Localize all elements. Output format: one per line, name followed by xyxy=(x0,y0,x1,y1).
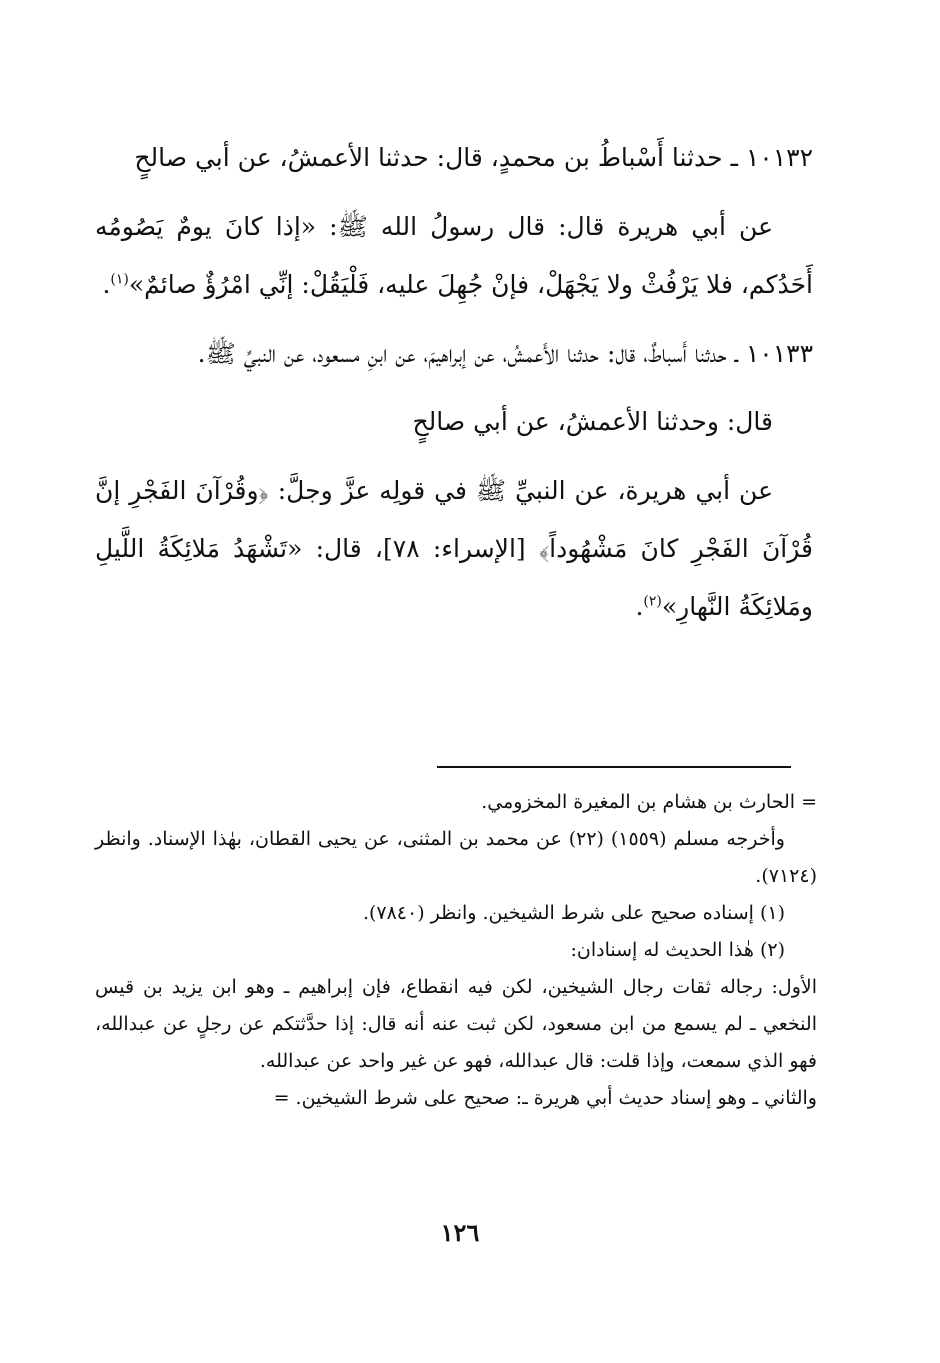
footnote-ref-1: (١) xyxy=(110,271,129,288)
footnote-2: (٢) هٰذا الحديث له إسنادان: xyxy=(570,939,785,961)
footnote-takhrij: وأخرجه مسلم (١٥٥٩) (٢٢) عن محمد بن المثنى، عن يحيى القطان، بهٰذا الإسناد. وانظر (٧١٢٤). xyxy=(95,828,817,887)
hadith-2-isnad: ١٠١٣٣ ـ حدثنا أَسباطٌ، قال: حدثنا الأَعمشُ، عن إبراهيمَ، عن ابنِ مسعود، عن النبيِّ ﷺ. xyxy=(197,339,813,368)
footnotes xyxy=(95,784,817,1117)
footnote-2-second-isnad: والثاني ـ وهو إسناد حديث أبي هريرة ـ: صحيح على شرط الشيخين. = xyxy=(273,1087,817,1109)
hadith-2-matn xyxy=(95,462,813,636)
hadith-2-end: . xyxy=(635,592,644,621)
footnote-1: (١) إسناده صحيح على شرط الشيخين. وانظر (٧٨٤٠). xyxy=(362,902,785,924)
footnote-continuation: = الحارث بن هشام بن المغيرة المخزومي. xyxy=(481,791,817,813)
hadith-1-matn xyxy=(95,198,813,314)
hadith-1-matn-text: عن أبي هريرة قال: قال رسولُ الله ﷺ: «إذا كانَ يومٌ يَصُومُه أَحَدُكم، فلا يَرْفُثْ ولا يَجْهَلْ، فإنْ جُهِلَ عليه، فَلْيَقُلْ: إنِّي امْرُؤٌ صائمٌ» xyxy=(95,212,813,299)
footnote-2-first-isnad: الأول: رجاله ثقات رجال الشيخين، لكن فيه انقطاع، فإن إبراهيم ـ وهو ابن يزيد بن قيس النخعي ـ لم يسمع من ابن مسعود، لكن ثبت عنه أنه قال: إذا حدَّثتكم عن رجلٍ عن عبدالله، فهو الذي سمعت، وإذا قلت: قال عبدالله، فهو عن غير واحد عن عبدالله. xyxy=(95,976,817,1072)
footnote-ref-2: (٢) xyxy=(643,593,662,610)
hadith-1-end: . xyxy=(102,270,111,299)
footnote-separator xyxy=(437,766,791,768)
page-number: ١٢٦ xyxy=(440,1218,480,1247)
hadith-2-isnad-2: قال: وحدثنا الأعمشُ، عن أبي صالحٍ xyxy=(412,407,773,436)
hadith-2-matn-text: عن أبي هريرة، عن النبيِّ ﷺ في قولِه عزَّ وجلَّ: ﴿وقُرْآنَ الفَجْرِ إنَّ قُرْآنَ الفَجْرِ كانَ مَشْهُوداً﴾ [الإسراء: ٧٨]، قال: «تَشْهَدُ مَلائِكَةُ اللَّيلِ ومَلائِكَةُ النَّهارِ» xyxy=(95,476,813,621)
hadith-1-isnad: ١٠١٣٢ ـ حدثنا أَسْباطُ بن محمدٍ، قال: حدثنا الأعمشُ، عن أبي صالحٍ xyxy=(134,143,813,172)
main-text xyxy=(95,130,813,636)
